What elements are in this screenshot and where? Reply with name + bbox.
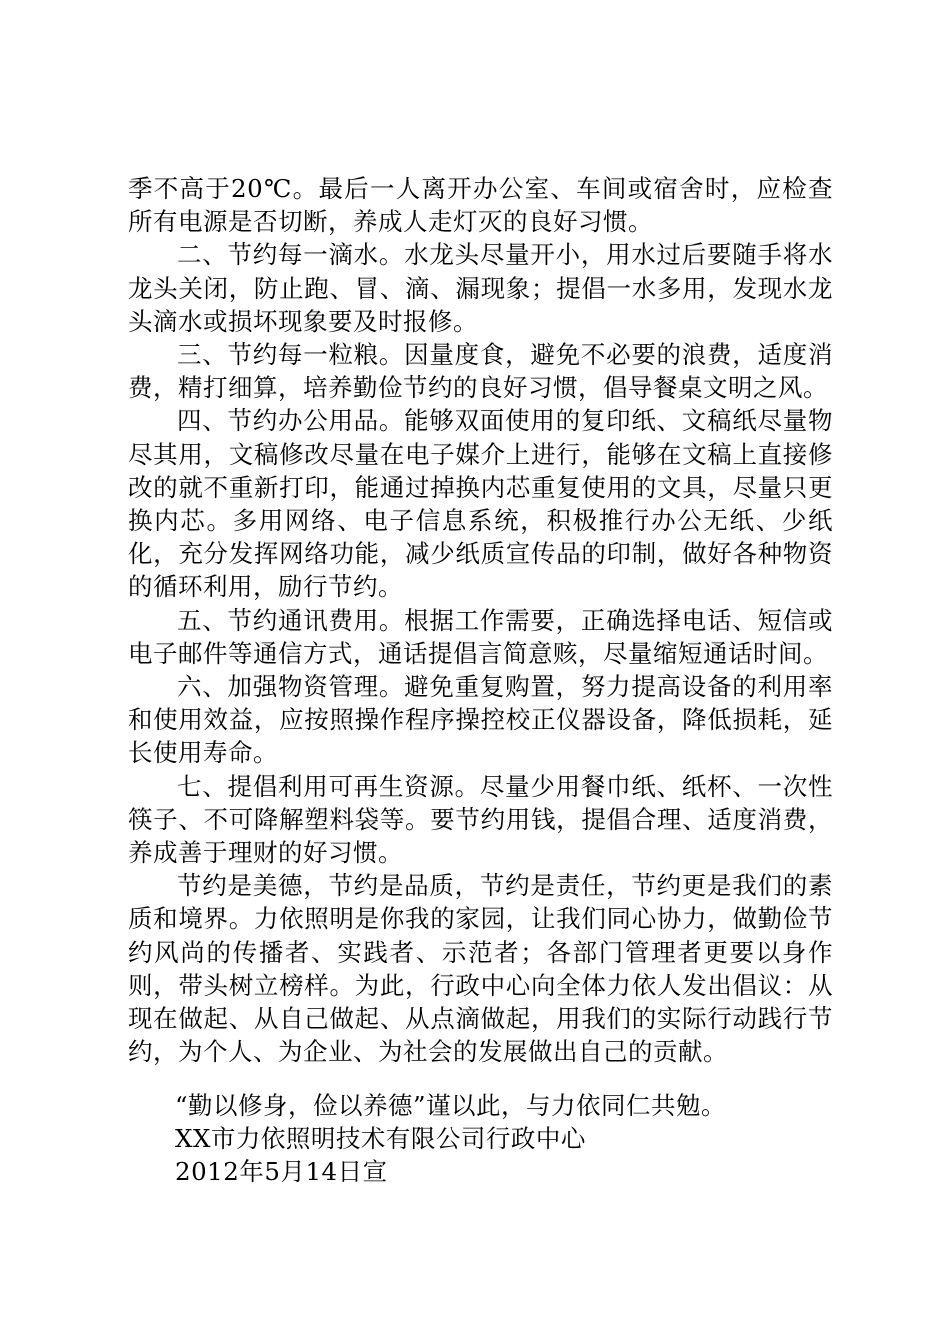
paragraph-renewable-resources: 七、提倡利用可再生资源。尽量少用餐巾纸、纸杯、一次性筷子、不可降解塑料袋等。要节约用钱，提倡合理、适度消费，养成善于理财的好习惯。 <box>128 771 833 868</box>
closing-organization: XX市力依照明技术有限公司行政中心 <box>175 1124 586 1154</box>
paragraph-conclusion: 节约是美德，节约是品质，节约是责任，节约更是我们的素质和境界。力依照明是你我的家园，让我们同心协力，做勤俭节约风尚的传播者、实践者、示范者；各部门管理者更要以身作则，带头树立榜样。为此，行政中心向全体力依人发出倡议：从现在做起、从自己做起、从点滴做起，用我们的实际行动践行节约，为个人、为企业、为社会的发展做出自己的贡献。 <box>128 871 833 1067</box>
paragraph-save-communication: 五、节约通讯费用。根据工作需要，正确选择电话、短信或电子邮件等通信方式，通话提倡言简意赅，尽量缩短通话时间。 <box>128 605 833 668</box>
paragraph-continued: 季不高于20℃。最后一人离开办公室、车间或宿舍时，应检查所有电源是否切断，养成人走灯灭的良好习惯。 <box>128 174 833 237</box>
document-body <box>128 172 833 1068</box>
paragraph-save-food: 三、节约每一粒粮。因量度食，避免不必要的浪费，适度消费，精打细算，培养勤俭节约的良好习惯，倡导餐桌文明之风。 <box>128 340 833 403</box>
paragraph-materials-management: 六、加强物资管理。避免重复购置，努力提高设备的利用率和使用效益，应按照操作程序操控校正仪器设备，降低损耗，延长使用寿命。 <box>128 672 833 768</box>
closing-date: 2012年5月14日宣 <box>175 1157 388 1187</box>
paragraph-save-water: 二、节约每一滴水。水龙头尽量开小，用水过后要随手将水龙头关闭，防止跑、冒、滴、漏现象；提倡一水多用，发现水龙头滴水或损坏现象要及时报修。 <box>128 240 833 336</box>
document-closing <box>175 1089 875 1189</box>
paragraph-save-office-supplies: 四、节约办公用品。能够双面使用的复印纸、文稿纸尽量物尽其用，文稿修改尽量在电子媒介上进行，能够在文稿上直接修改的就不重新打印，能通过掉换内芯重复使用的文具，尽量只更换内芯。多用网络、电子信息系统，积极推行办公无纸、少纸化，充分发挥网络功能，减少纸质宣传品的印制，做好各种物资的循环利用，励行节约。 <box>128 406 833 602</box>
closing-motto: “勤以修身，俭以养德”谨以此，与力依同仁共勉。 <box>175 1091 727 1120</box>
